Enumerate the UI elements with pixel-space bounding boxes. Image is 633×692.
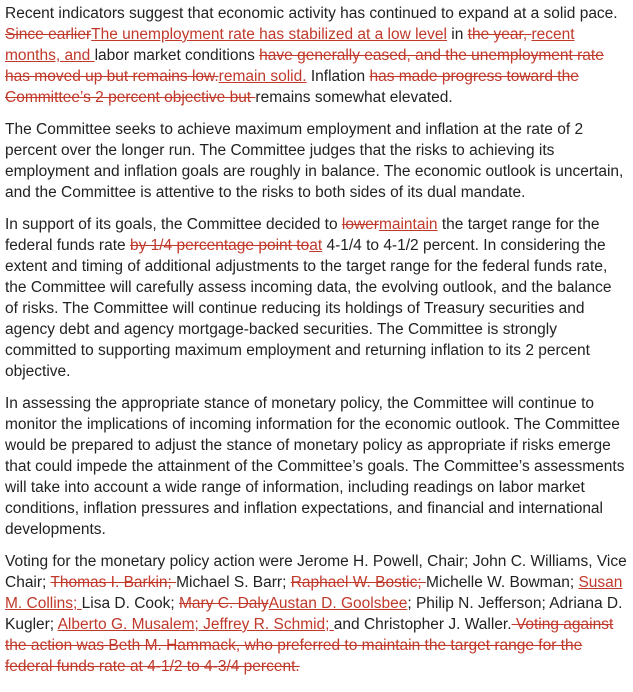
paragraph-policy-assessment <box>5 393 628 540</box>
inserted-text: remain solid. <box>218 68 307 85</box>
text-run: In assessing the appropriate stance of monetary policy, the Committee will continue to monitor the implications of incoming information for the economic outlook. The Committee would be prepared to adjust the stance of monetary policy as appropriate if risks emerge that could impede the attainment of the Committee’s goals. The Committee’s assessments will take into account a wide range of information, including readings on labor market conditions, inflation pressures and inflation expectations, and financial and international developments. <box>5 395 625 538</box>
deleted-text: the year, <box>467 26 532 43</box>
text-run: 4-1/4 to 4-1/2 percent. In considering the extent and timing of additional adjustments to the target range for the federal funds rate, the Committee will carefully assess incoming data, the evolving outlook, and the balance of risks. The Committee will continue reducing its holdings of Treasury securities and agency debt and agency mortgage-backed securities. The Committee is strongly committed to supporting maximum employment and returning inflation to its 2 percent objective. <box>5 237 612 380</box>
text-run: In support of its goals, the Committee decided to <box>5 216 342 233</box>
deleted-text: Mary C. Daly <box>179 595 269 612</box>
text-run: in <box>446 26 468 43</box>
inserted-text: Alberto G. Musalem; Jeffrey R. Schmid; <box>57 616 334 633</box>
deleted-text: lower <box>341 216 379 233</box>
text-run: Recent indicators suggest that economic activity has continued to expand at a solid pace. <box>5 5 618 22</box>
text-run: ; Philip N. Jefferson; Adriana D. Kugler; <box>5 595 623 633</box>
text-run: remains somewhat elevated. <box>255 89 453 106</box>
inserted-text: recent months, and <box>5 26 575 64</box>
deleted-text: has made progress toward the Committee’s 2 percent objective but <box>5 68 579 106</box>
paragraph-economic-activity <box>5 3 628 108</box>
deleted-text: have generally eased, and the unemployment rate has moved up but remains low. <box>5 47 604 85</box>
text-run: Michelle W. Bowman; <box>425 574 579 591</box>
deleted-text: by 1/4 percentage point to <box>129 237 310 254</box>
paragraph-committee-goals <box>5 119 628 203</box>
text-run: labor market conditions <box>94 47 260 64</box>
deleted-text: Since earlier <box>5 26 92 43</box>
text-run: Lisa D. Cook; <box>81 595 180 612</box>
text-run: Voting for the monetary policy action were Jerome H. Powell, Chair; John C. Williams, Vice Chair; <box>5 553 627 591</box>
inserted-text: Susan M. Collins; <box>5 574 623 612</box>
text-run: The Committee seeks to achieve maximum employment and inflation at the rate of 2 percent over the longer run. The Committee judges that the risks to achieving its employment and inflation goals are roughly in balance. The economic outlook is uncertain, and the Committee is attentive to the risks to both sides of its dual mandate. <box>5 121 624 201</box>
paragraph-voting-record <box>5 551 628 677</box>
deleted-text: Voting against the action was Beth M. Hammack, who preferred to maintain the target range for the federal funds rate at 4-1/2 to 4-3/4 percent. <box>5 616 614 675</box>
deleted-text: Thomas I. Barkin; <box>50 574 177 591</box>
deleted-text: Raphael W. Bostic; <box>290 574 426 591</box>
inserted-text: Austan D. Goolsbee <box>268 595 408 612</box>
text-run: the target range for the federal funds rate <box>5 216 600 254</box>
inserted-text: at <box>309 237 323 254</box>
paragraph-policy-decision <box>5 214 628 382</box>
text-run: and Christopher J. Waller. <box>333 616 512 633</box>
inserted-text: The unemployment rate has stabilized at a low level <box>91 26 447 43</box>
text-run: Inflation <box>306 68 370 85</box>
text-run: Michael S. Barr; <box>176 574 291 591</box>
inserted-text: maintain <box>378 216 438 233</box>
